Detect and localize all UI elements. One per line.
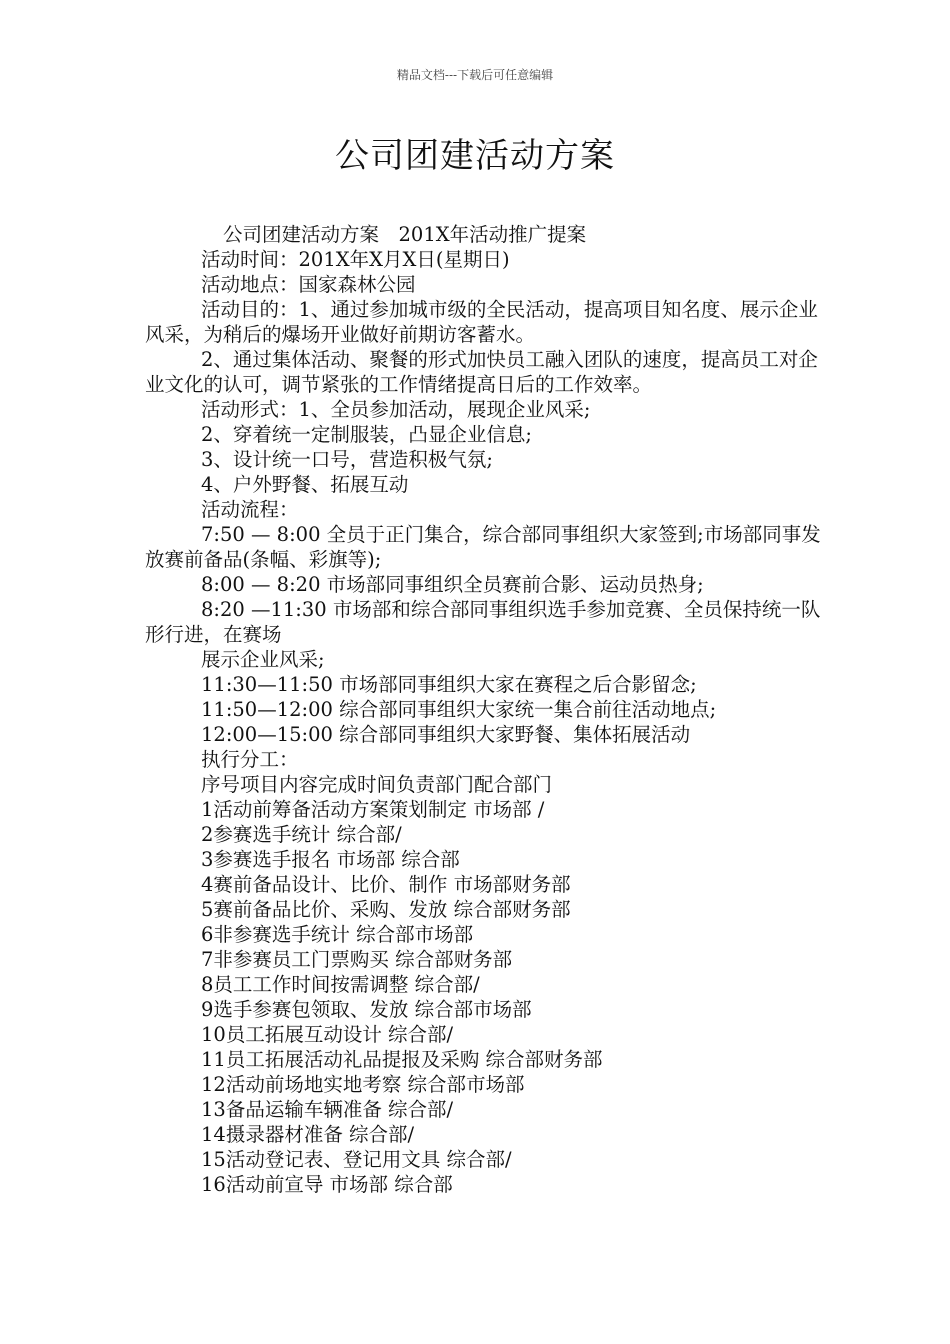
document-title: 公司团建活动方案 [335,136,615,176]
paragraph-line: 4赛前备品设计、比价、制作 市场部财务部 [201,873,571,896]
paragraph-line: 1活动前筹备活动方案策划制定 市场部 / [201,798,545,821]
paragraph-line: 活动流程： [201,498,299,521]
paragraph-line: 11:30—11:50 市场部同事组织大家在赛程之后合影留念; [201,673,697,696]
paragraph-line: 14摄录器材准备 综合部/ [201,1123,415,1146]
paragraph-line: 11:50—12:00 综合部同事组织大家统一集合前往活动地点; [201,698,717,721]
paragraph-line: 活动目的：1、通过参加城市级的全民活动，提高项目知名度、展示企业风采，为稍后的爆场开业做好前期访客蓄水。 [145,298,818,346]
paragraph-line: 16活动前宣导 市场部 综合部 [201,1173,453,1196]
paragraph-line: 8:20 —11:30 市场部和综合部同事组织选手参加竞赛、全员保持统一队形行进，在赛场 [145,598,821,646]
paragraph-line: 3参赛选手报名 市场部 综合部 [201,848,460,871]
paragraph-line: 15活动登记表、登记用文具 综合部/ [201,1148,512,1171]
paragraph-line: 12活动前场地实地考察 综合部市场部 [201,1073,525,1096]
page-header: 精品文档---下载后可任意编辑 [396,68,554,82]
paragraph-line: 3、设计统一口号，营造积极气氛; [201,448,493,471]
paragraph-line: 序号项目内容完成时间负责部门配合部门 [201,773,553,796]
paragraph-line: 展示企业风采; [201,648,325,671]
document-body [145,222,825,1197]
paragraph-line: 10员工拓展互动设计 综合部/ [201,1023,454,1046]
paragraph-line: 活动形式：1、全员参加活动，展现企业风采; [201,398,591,421]
paragraph-line: 13备品运输车辆准备 综合部/ [201,1098,454,1121]
paragraph-line: 6非参赛选手统计 综合部市场部 [201,923,474,946]
paragraph-line: 公司团建活动方案 201X年活动推广提案 [223,223,587,246]
paragraph-line: 7:50 — 8:00 全员于正门集合，综合部同事组织大家签到;市场部同事发放赛前备品(条幅、彩旗等); [145,523,821,571]
paragraph-line: 12:00—15:00 综合部同事组织大家野餐、集体拓展活动 [201,723,691,746]
paragraph-line: 9选手参赛包领取、发放 综合部市场部 [201,998,532,1021]
paragraph-line: 8员工工作时间按需调整 综合部/ [201,973,480,996]
paragraph-line: 11员工拓展活动礼品提报及采购 综合部财务部 [201,1048,603,1071]
paragraph-line: 2、穿着统一定制服装，凸显企业信息; [201,423,532,446]
paragraph-line: 5赛前备品比价、采购、发放 综合部财务部 [201,898,571,921]
paragraph-line: 执行分工： [201,748,299,771]
paragraph-line: 2、通过集体活动、聚餐的形式加快员工融入团队的速度，提高员工对企业文化的认可，调节紧张的工作情绪提高日后的工作效率。 [145,348,818,396]
paragraph-line: 活动地点：国家森林公园 [201,273,416,296]
paragraph-line: 4、户外野餐、拓展互动 [201,473,409,496]
paragraph-line: 8:00 — 8:20 市场部同事组织全员赛前合影、运动员热身; [201,573,704,596]
paragraph-line: 7非参赛员工门票购买 综合部财务部 [201,948,513,971]
paragraph-line: 活动时间：201X年X月X日(星期日) [201,248,510,271]
paragraph-line: 2参赛选手统计 综合部/ [201,823,402,846]
